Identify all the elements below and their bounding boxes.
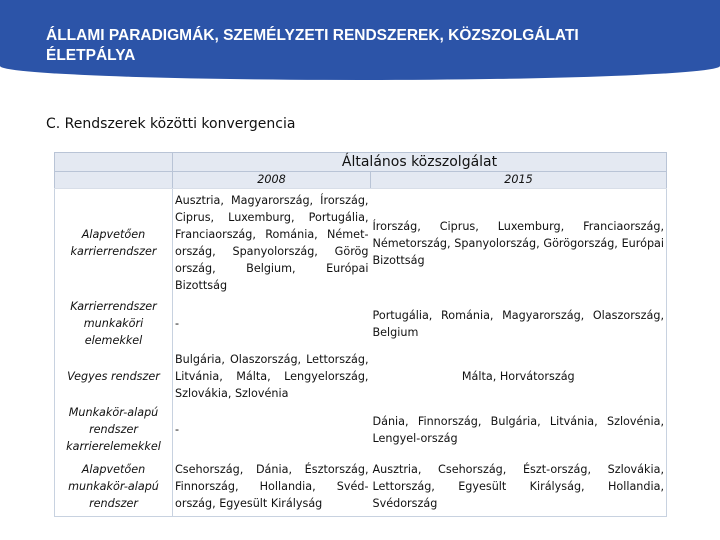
table-row — [55, 403, 667, 456]
table-row — [55, 350, 667, 403]
row-label: Alapvetően karrierrendszer — [55, 189, 173, 298]
cell-2008: - — [175, 423, 180, 436]
convergence-table — [54, 152, 667, 517]
cell-2015: Portugália, Románia, Magyarország, Olaszország, Belgium — [371, 297, 667, 350]
table-row — [55, 189, 667, 298]
year-header-2008: 2008 — [173, 172, 371, 189]
page-title-line-2: ÉLETPÁLYA — [46, 47, 136, 64]
row-label: Alapvetően munkakör-alapú rendszer — [55, 456, 173, 517]
cell-2008: Csehország, Dánia, Észtország, Finnország, Hollandia, Svéd-ország, Egyesült Királyság — [173, 456, 371, 517]
cell-2015: Írország, Ciprus, Luxemburg, Franciaország, Németország, Spanyolország, Görögország, Európai Bizottság — [371, 189, 667, 298]
row-label: Karrierrendszer munkaköri elemekkel — [55, 297, 173, 350]
page-title-line-1: ÁLLAMI PARADIGMÁK, SZEMÉLYZETI RENDSZEREK, KÖZSZOLGÁLATI — [46, 27, 579, 44]
year-corner-cell — [55, 172, 173, 189]
cell-2008: Bulgária, Olaszország, Lettország, Litvánia, Málta, Lengyelország, Szlovákia, Szlovénia — [175, 353, 369, 400]
cell-2008: - — [175, 317, 180, 330]
cell-2015: Ausztria, Csehország, Észt-ország, Szlovákia, Lettország, Egyesült Királyság, Hollandia, Svédország — [371, 456, 667, 517]
section-subtitle: C. Rendszerek közötti konvergencia — [46, 116, 296, 132]
title-banner — [0, 0, 720, 80]
page-title — [46, 26, 686, 66]
table-group-header-row — [55, 153, 667, 172]
table-row — [55, 456, 667, 517]
year-header-2015: 2015 — [371, 172, 667, 189]
group-header-cell: Általános közszolgálat — [173, 153, 667, 172]
row-label: Vegyes rendszer — [55, 350, 173, 403]
table-corner-cell — [55, 153, 173, 172]
table-row — [55, 297, 667, 350]
cell-2008: Ausztria, Magyarország, Írország, Ciprus, Luxemburg, Portugália, Franciaország, Románia, Német-ország, Spanyolország, Görög ország, Belgium, Európai Bizottság — [175, 194, 369, 292]
cell-2015: Málta, Horvátország — [371, 350, 667, 403]
row-label: Munkakör-alapú rendszer karrierelemekkel — [55, 403, 173, 456]
table-year-header-row — [55, 172, 667, 189]
cell-2015: Dánia, Finnország, Bulgária, Litvánia, Szlovénia, Lengyel-ország — [371, 403, 667, 456]
